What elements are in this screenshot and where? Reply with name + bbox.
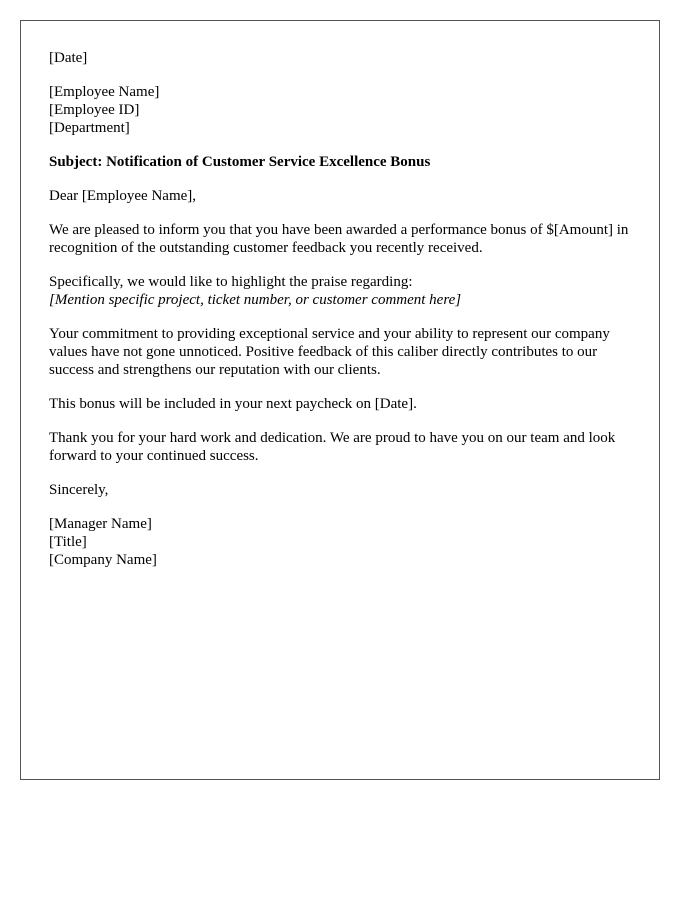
salutation-text: Dear [Employee Name],	[49, 188, 197, 204]
letter-page	[20, 20, 660, 780]
closing-text: Sincerely,	[49, 482, 109, 498]
signature-company: [Company Name]	[49, 552, 157, 568]
letter-date	[49, 49, 639, 67]
date-text: [Date]	[49, 50, 88, 66]
praise-intro: Specifically, we would like to highlight the praise regarding:	[49, 274, 413, 290]
body-paragraph-4: This bonus will be included in your next paycheck on [Date].	[49, 396, 417, 412]
salutation	[49, 187, 639, 205]
recipient-department: [Department]	[49, 120, 130, 136]
subject-line	[49, 153, 639, 171]
signature-block	[49, 515, 639, 569]
recipient-block	[49, 83, 639, 137]
signature-title: [Title]	[49, 534, 87, 550]
body-paragraph-2	[49, 273, 639, 309]
praise-placeholder: [Mention specific project, ticket number, or customer comment here]	[49, 292, 462, 308]
closing	[49, 481, 639, 499]
body-paragraph-5: Thank you for your hard work and dedication. We are proud to have you on our team and look forward to your continued success.	[49, 430, 616, 464]
recipient-id: [Employee ID]	[49, 102, 140, 118]
body-paragraph-1: We are pleased to inform you that you have been awarded a performance bonus of $[Amount] in recognition of the outstanding customer feedback you recently received.	[49, 222, 629, 256]
recipient-name: [Employee Name]	[49, 84, 160, 100]
body-paragraph-3: Your commitment to providing exceptional service and your ability to represent our company values have not gone unnoticed. Positive feedback of this caliber directly contributes to our success and strengthens our reputation with our clients.	[49, 326, 610, 378]
subject-text: Subject: Notification of Customer Service Excellence Bonus	[49, 154, 431, 170]
signature-name: [Manager Name]	[49, 516, 152, 532]
letter-content	[49, 49, 639, 585]
